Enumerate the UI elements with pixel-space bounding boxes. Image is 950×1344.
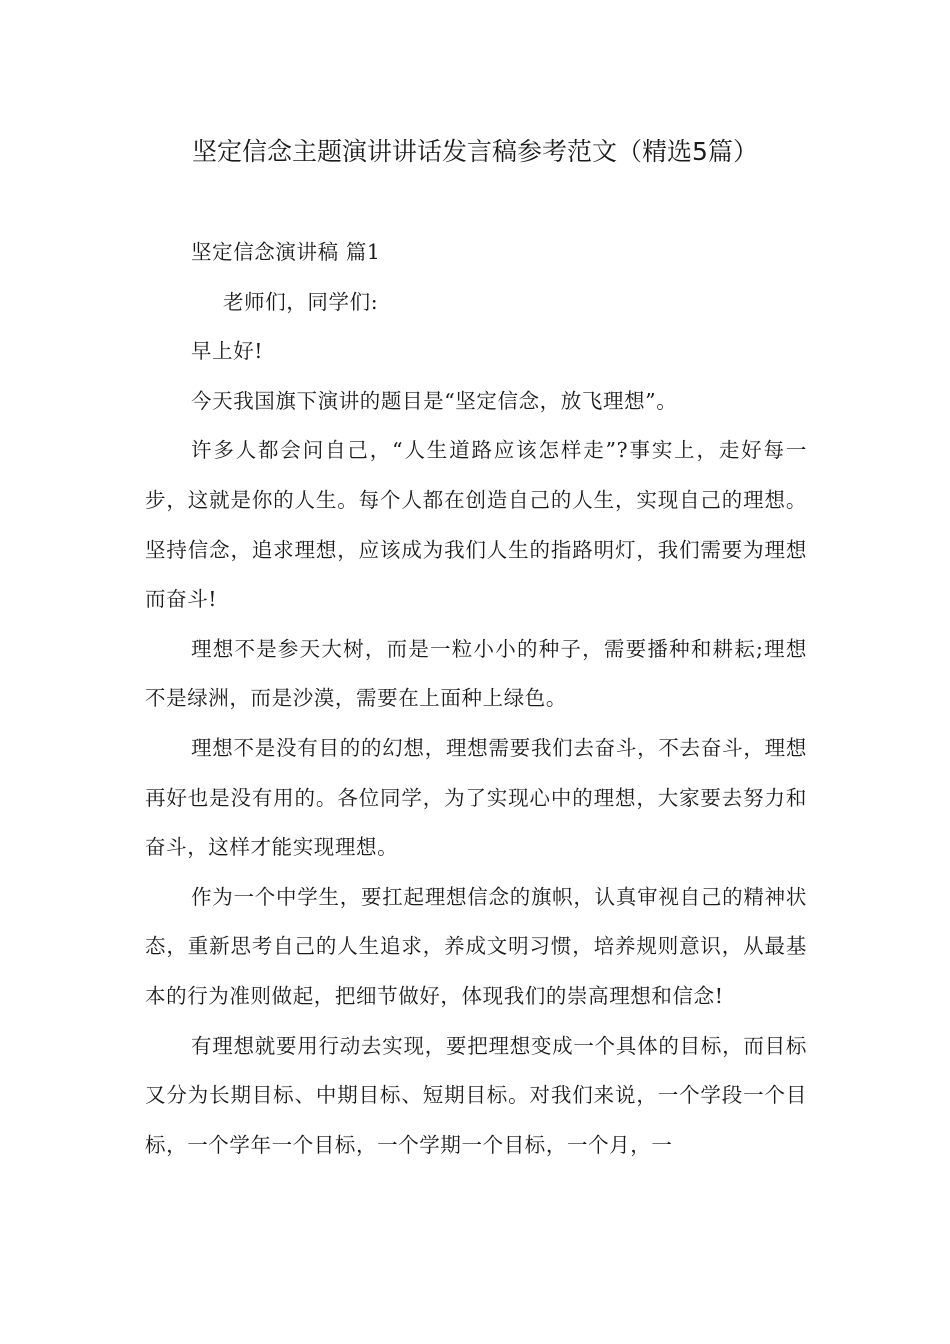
- paragraph-body: 理想不是参天大树，而是一粒小小的种子，需要播种和耕耘;理想不是绿洲，而是沙漠，需要在上面种上绿色。: [145, 636, 807, 711]
- paragraph-good-morning: 早上好!: [191, 339, 264, 364]
- paragraph-body: 理想不是没有目的的幻想，理想需要我们去奋斗，不去奋斗，理想再好也是没有用的。各位同学，为了实现心中的理想，大家要去努力和奋斗，这样才能实现理想。: [145, 735, 807, 860]
- paragraph-speech-topic: 今天我国旗下演讲的题目是“坚定信念，放飞理想”。: [191, 388, 678, 413]
- document-body: [145, 228, 807, 1170]
- paragraph-body: 许多人都会问自己，“人生道路应该怎样走”?事实上，走好每一步，这就是你的人生。每个人都在创造自己的人生，实现自己的理想。坚持信念，追求理想，应该成为我们人生的指路明灯，我们需要为理想而奋斗!: [145, 438, 807, 612]
- paragraph-body: 作为一个中学生，要扛起理想信念的旗帜，认真审视自己的精神状态，重新思考自己的人生追求，养成文明习惯，培养规则意识，从最基本的行为准则做起，把细节做好，体现我们的崇高理想和信念!: [145, 884, 807, 1008]
- document-title: 坚定信念主题演讲讲话发言稿参考范文（精选5篇）: [192, 137, 758, 166]
- paragraph-heading-part-1: 坚定信念演讲稿 篇1: [191, 240, 381, 264]
- paragraph-body: 有理想就要用行动去实现，要把理想变成一个具体的目标，而目标又分为长期目标、中期目标、短期目标。对我们来说，一个学段一个目标，一个学年一个目标，一个学期一个目标，一个月，一: [145, 1033, 807, 1157]
- paragraph-greeting: 老师们，同学们:: [223, 289, 379, 314]
